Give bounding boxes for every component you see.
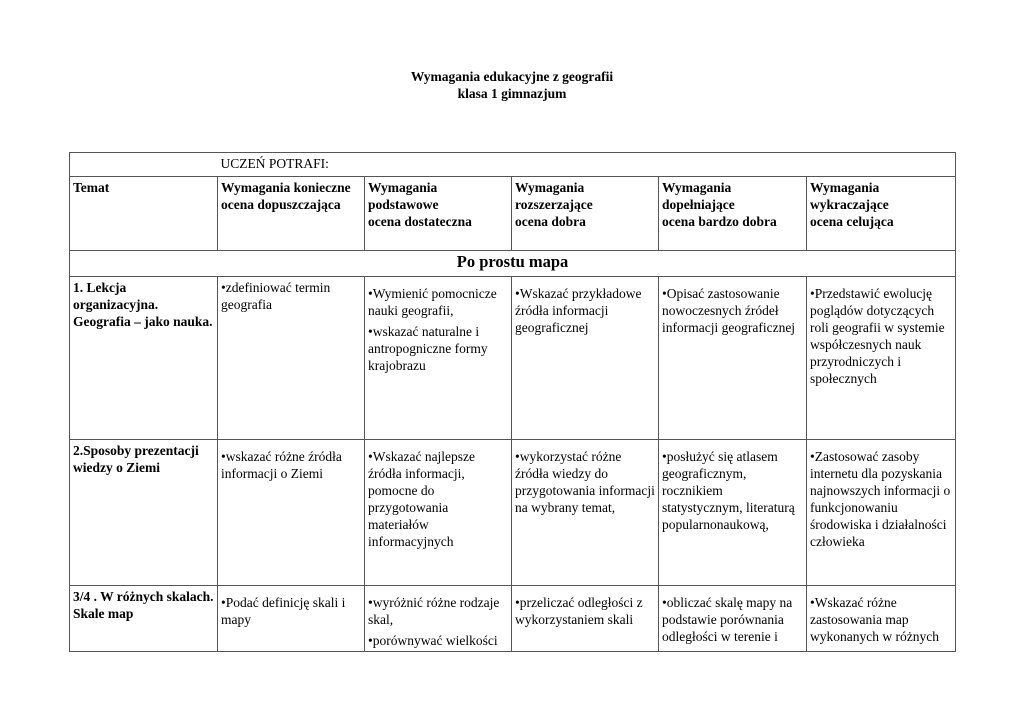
requirement-item: •Wymienić pomocnicze nauki geografii, bbox=[368, 286, 497, 318]
section-row bbox=[70, 251, 956, 277]
topic-cell: 1. Lekcja organizacyjna. Geografia – jako nauka. bbox=[70, 277, 218, 440]
requirement-cell bbox=[512, 277, 659, 440]
header-cell-konieczne bbox=[218, 177, 365, 251]
requirement-cell bbox=[218, 586, 365, 652]
requirement-cell bbox=[512, 586, 659, 652]
requirement-item: •przeliczać odległości z wykorzystaniem skali bbox=[515, 595, 643, 627]
header-row bbox=[70, 177, 956, 251]
requirement-item: •Zastosować zasoby internetu dla pozyskania najnowszych informacji o funkcjonowaniu środowiska i działalności człowieka bbox=[810, 449, 951, 549]
header-line: Wymagania bbox=[662, 180, 732, 195]
requirement-cell bbox=[659, 277, 807, 440]
header-cell-temat bbox=[70, 177, 218, 251]
requirement-item: •porównywać wielkości bbox=[368, 633, 498, 648]
topic-cell: 3/4 . W różnych skalach. Skale map bbox=[70, 586, 218, 652]
uczen-potrafi-cell: UCZEŃ POTRAFI: bbox=[218, 153, 956, 177]
requirement-item: •Wskazać przykładowe źródła informacji geograficznej bbox=[515, 286, 642, 335]
header-line: podstawowe bbox=[368, 197, 439, 212]
header-line: Wymagania bbox=[810, 180, 880, 195]
requirement-item: •Opisać zastosowanie nowoczesnych źródeł informacji geograficznej bbox=[662, 286, 796, 335]
requirement-cell bbox=[365, 586, 512, 652]
requirement-item: •wyróżnić różne rodzaje skal, bbox=[368, 595, 500, 627]
uczen-blank-cell bbox=[70, 153, 218, 177]
document-title bbox=[0, 68, 1024, 102]
title-line-2: klasa 1 gimnazjum bbox=[457, 86, 567, 101]
topic-cell: 2.Sposoby prezentacji wiedzy o Ziemi bbox=[70, 440, 218, 586]
header-line: Wymagania konieczne bbox=[221, 180, 351, 195]
header-line: rozszerzające bbox=[515, 197, 593, 212]
requirement-cell bbox=[807, 440, 956, 586]
table-row bbox=[70, 586, 956, 652]
requirement-cell bbox=[365, 440, 512, 586]
requirement-item: •Wskazać najlepsze źródła informacji, pomocne do przygotowania materiałów informacyjnych bbox=[368, 449, 476, 549]
header-line: ocena celująca bbox=[810, 214, 894, 229]
section-title: Po prostu mapa bbox=[70, 251, 956, 277]
requirement-item: •Podać definicję skali i mapy bbox=[221, 595, 346, 627]
header-line: dopełniające bbox=[662, 197, 735, 212]
requirement-cell bbox=[218, 277, 365, 440]
uczen-potrafi-row bbox=[70, 153, 956, 177]
header-line: ocena dobra bbox=[515, 214, 586, 229]
requirement-item: •obliczać skalę mapy na podstawie porównania odległości w terenie i bbox=[662, 595, 793, 644]
requirement-cell bbox=[659, 586, 807, 652]
requirement-item: •wykorzystać różne źródła wiedzy do przygotowania informacji na wybrany temat, bbox=[515, 449, 655, 515]
requirement-cell bbox=[365, 277, 512, 440]
header-line: ocena dostateczna bbox=[368, 214, 472, 229]
requirement-item: •zdefiniować termin geografia bbox=[221, 280, 331, 312]
requirement-cell bbox=[807, 586, 956, 652]
header-cell-dopelniajace bbox=[659, 177, 807, 251]
header-line: Temat bbox=[73, 180, 110, 195]
header-cell-rozszerzajace bbox=[512, 177, 659, 251]
header-line: Wymagania bbox=[515, 180, 585, 195]
table-row bbox=[70, 440, 956, 586]
requirement-item: •posłużyć się atlasem geograficznym, rocznikiem statystycznym, literaturą popularnonaukową, bbox=[662, 449, 795, 532]
requirement-item: •Wskazać różne zastosowania map wykonanych w różnych bbox=[810, 595, 939, 644]
requirement-item: •wskazać różne źródła informacji o Ziemi bbox=[221, 449, 342, 481]
title-line-1: Wymagania edukacyjne z geografii bbox=[410, 69, 614, 84]
requirement-item: •wskazać naturalne i antropogniczne formy krajobrazu bbox=[368, 324, 488, 373]
header-cell-podstawowe bbox=[365, 177, 512, 251]
requirements-table bbox=[69, 152, 956, 652]
requirement-cell bbox=[512, 440, 659, 586]
header-line: Wymagania bbox=[368, 180, 438, 195]
header-cell-wykraczajace bbox=[807, 177, 956, 251]
header-line: ocena dopuszczająca bbox=[221, 197, 341, 212]
header-line: wykraczające bbox=[810, 197, 889, 212]
table-row bbox=[70, 277, 956, 440]
requirement-cell bbox=[659, 440, 807, 586]
requirement-cell bbox=[218, 440, 365, 586]
requirement-item: •Przedstawić ewolucję poglądów dotyczących roli geografii w systemie współczesnych nauk przyrodniczych i społecznych bbox=[810, 286, 945, 386]
requirement-cell bbox=[807, 277, 956, 440]
header-line: ocena bardzo dobra bbox=[662, 214, 777, 229]
